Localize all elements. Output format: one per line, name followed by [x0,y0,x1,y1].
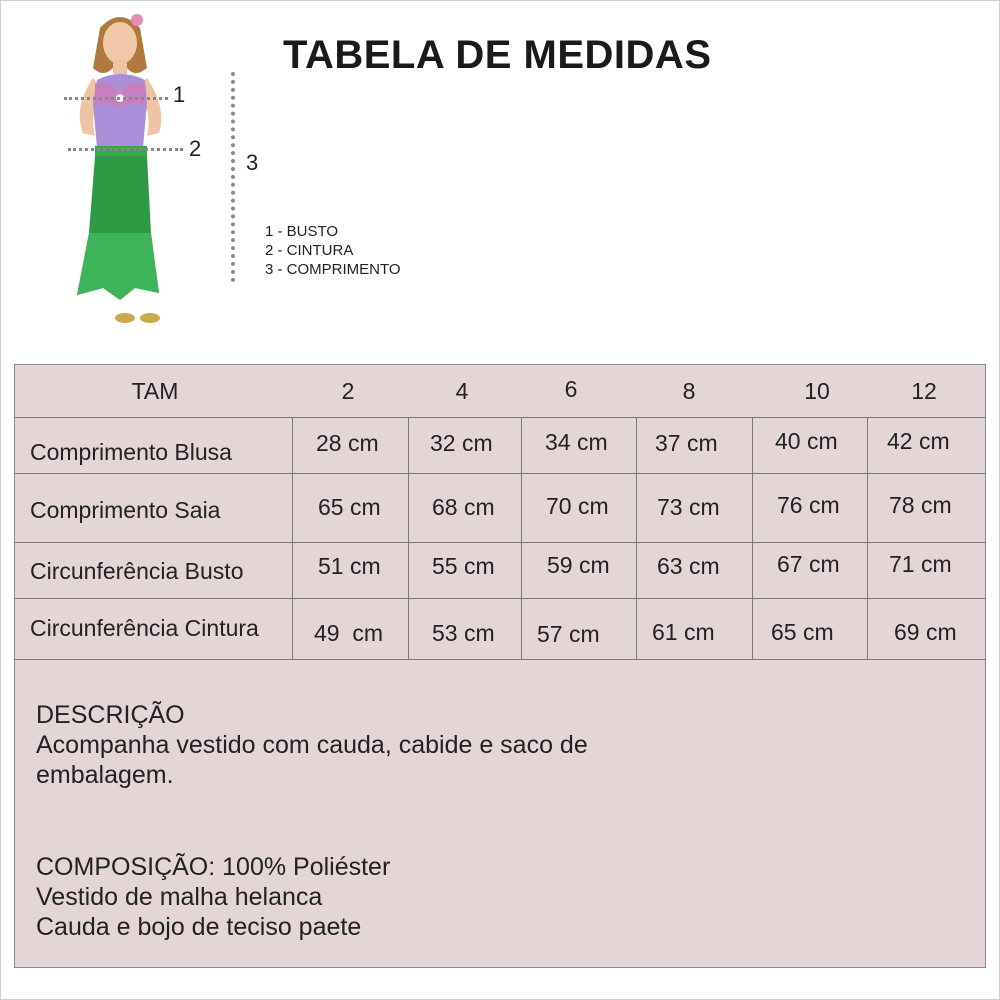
table-divider [14,542,986,543]
length-marker-number: 3 [246,150,259,175]
table-divider [14,473,986,474]
table-header-size: 4 [455,378,469,404]
waist-measure-line [68,148,183,151]
measure-legend [265,222,401,279]
table-divider [292,418,293,659]
length-measure-line [231,72,235,282]
table-cell: 49 cm [314,620,384,646]
table-cell: 55 cm [432,553,495,579]
table-cell: 34 cm [545,429,608,455]
table-cell: 51 cm [318,553,381,579]
table-cell: 71 cm [889,551,952,577]
bust-marker-number: 1 [173,82,186,107]
table-header-size: 2 [341,378,355,404]
table-divider [14,659,986,660]
table-divider [636,418,637,659]
table-cell: 61 cm [652,619,715,645]
waist-marker-number: 2 [189,136,202,161]
legend-item: 1 - BUSTO [265,223,339,240]
costume-figure-image [55,8,185,328]
composition-text: Vestido de malha helanca [36,883,323,911]
composition-heading: COMPOSIÇÃO: 100% Poliéster [36,853,391,881]
description-text: embalagem. [36,761,174,789]
page-title: TABELA DE MEDIDAS [283,33,712,77]
description-block [36,700,588,790]
bust-measure-line [64,97,168,100]
table-divider [752,418,753,659]
table-cell: 76 cm [777,492,840,518]
table-cell: 32 cm [430,430,493,456]
table-cell: 78 cm [889,492,952,518]
table-divider [14,417,986,418]
table-cell: 68 cm [432,494,495,520]
table-divider [867,418,868,659]
legend-item: 3 - COMPRIMENTO [265,261,401,278]
table-row-label: Circunferência Busto [30,558,244,584]
table-cell: 57 cm [537,621,600,647]
table-row-label: Comprimento Saia [30,497,221,523]
table-header-size: 8 [682,378,696,404]
table-divider [521,418,522,659]
table-cell: 59 cm [547,552,610,578]
description-text: Acompanha vestido com cauda, cabide e saco de [36,731,588,759]
legend-item: 2 - CINTURA [265,242,354,259]
table-divider [408,418,409,659]
table-cell: 53 cm [432,620,495,646]
table-row-label: Circunferência Cintura [30,615,259,641]
table-cell: 69 cm [894,619,957,645]
table-header-size: 10 [804,378,830,404]
table-cell: 37 cm [655,430,718,456]
composition-text: Cauda e bojo de teciso paete [36,913,362,941]
table-cell: 70 cm [546,493,609,519]
table-header-tam: TAM [131,378,179,404]
table-cell: 40 cm [775,428,838,454]
composition-block [36,852,390,942]
description-heading: DESCRIÇÃO [36,701,185,729]
table-cell: 28 cm [316,430,379,456]
table-cell: 73 cm [657,494,720,520]
table-header-size: 6 [564,376,578,402]
table-divider [14,598,986,599]
table-cell: 67 cm [777,551,840,577]
table-cell: 65 cm [771,619,834,645]
table-row-label: Comprimento Blusa [30,439,232,465]
table-cell: 42 cm [887,428,950,454]
table-header-size: 12 [911,378,937,404]
table-cell: 63 cm [657,553,720,579]
table-cell: 65 cm [318,494,381,520]
